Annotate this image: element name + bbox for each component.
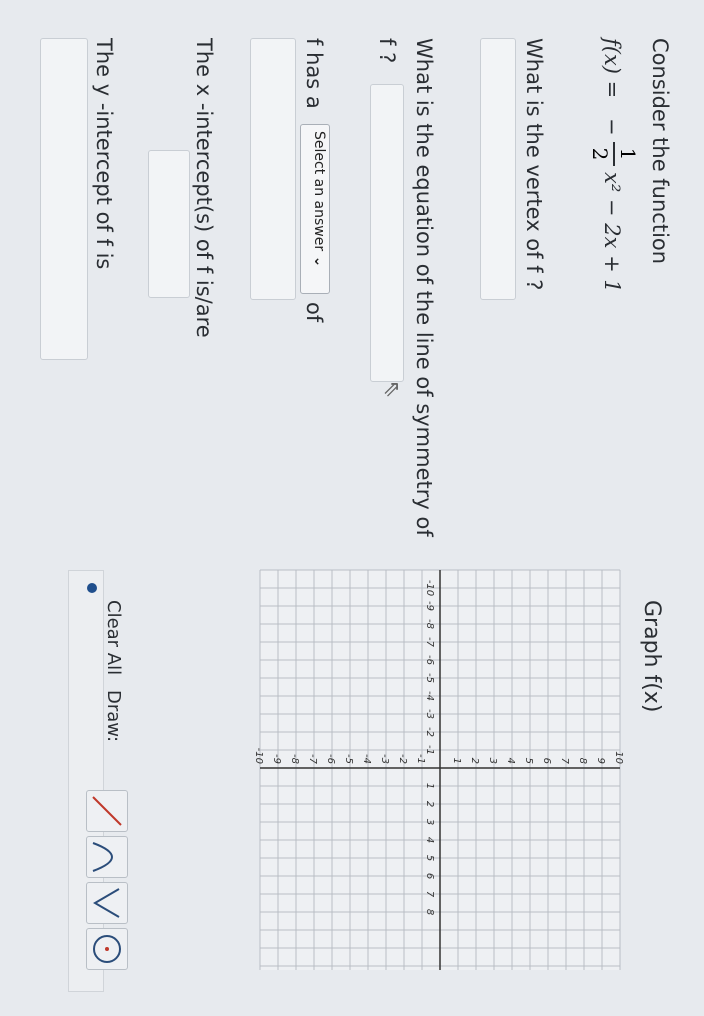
y-tick-label: 7: [559, 757, 570, 764]
x-tick-label: 6: [424, 872, 435, 880]
chevron-down-icon: ⌄: [311, 255, 327, 268]
has-suffix: of: [302, 302, 326, 323]
symmetry-question-f: f ?: [375, 38, 399, 64]
vertex-question: What is the vertex of f ?: [522, 38, 546, 291]
mouse-cursor-icon: ⇖: [379, 380, 404, 399]
x-tick-label: 1: [424, 782, 435, 790]
x-tick-label: -4: [424, 691, 435, 701]
y-tick-label: -5: [343, 754, 354, 764]
x-tick-label: -2: [424, 727, 435, 737]
circle-tool[interactable]: [86, 928, 128, 970]
x-tick-label: -5: [424, 673, 435, 683]
x-tick-label: -1: [424, 745, 435, 755]
x-tick-label: 2: [424, 800, 435, 808]
coordinate-grid[interactable]: [253, 570, 624, 970]
y-tick-label: 3: [487, 757, 498, 764]
y-tick-label: 8: [577, 757, 588, 764]
x-tick-label: 7: [424, 890, 435, 898]
function-rest: x² − 2x + 1: [600, 172, 624, 293]
y-tick-label: 9: [595, 757, 606, 764]
fraction-denominator: 2: [588, 147, 612, 161]
y-tick-label: 4: [505, 757, 516, 764]
x-tick-label: 5: [424, 854, 435, 862]
y-tick-label: -10: [253, 747, 264, 764]
y-tick-label: -4: [361, 754, 372, 764]
y-tick-label: 2: [469, 757, 480, 764]
vertex-input[interactable]: [480, 38, 516, 300]
graph-title: Graph f(x): [639, 600, 664, 713]
x-tick-label: -3: [424, 709, 435, 719]
absolute-value-icon: [87, 883, 127, 923]
fraction-bar: [613, 142, 615, 166]
fraction: [588, 142, 640, 166]
select-placeholder: Select an answer: [311, 131, 327, 252]
symmetry-question: What is the equation of the line of symmetry of: [412, 38, 436, 537]
y-tick-label: 1: [451, 757, 462, 764]
parabola-icon: [87, 837, 127, 877]
absolute-value-tool[interactable]: [86, 882, 128, 924]
y-tick-label: 6: [541, 757, 552, 764]
parabola-tool[interactable]: [86, 836, 128, 878]
x-tick-label: -8: [424, 619, 435, 629]
yint-input[interactable]: [40, 38, 88, 360]
intro-text: Consider the function: [648, 38, 672, 265]
circle-icon: [87, 929, 127, 969]
y-tick-label: -2: [397, 754, 408, 764]
x-tick-label: -6: [424, 655, 435, 665]
x-tick-label: -10: [424, 579, 435, 597]
x-tick-label: -9: [424, 601, 435, 611]
draw-label: Draw:: [103, 690, 124, 743]
y-tick-label: -8: [289, 754, 300, 764]
yint-question: The y -intercept of f is: [92, 38, 116, 270]
x-tick-label: 3: [424, 818, 435, 826]
symmetry-input[interactable]: [370, 84, 404, 382]
y-tick-label: -3: [379, 754, 390, 764]
y-tick-label: -7: [307, 754, 318, 764]
answer-select[interactable]: [300, 124, 330, 294]
y-tick-label: 5: [523, 757, 534, 764]
has-prefix: f has a: [302, 38, 326, 109]
xint-question: The x -intercept(s) of f is/are: [192, 38, 216, 338]
y-tick-label: 10: [613, 751, 624, 764]
line-tool[interactable]: [86, 790, 128, 832]
y-tick-label: -9: [271, 754, 282, 764]
x-tick-label: 4: [424, 836, 435, 844]
vertex-type-input[interactable]: [250, 38, 296, 300]
function-sign: −: [600, 118, 624, 136]
clear-all-button[interactable]: Clear All: [103, 600, 124, 676]
point-tool-dot[interactable]: [87, 583, 97, 593]
x-tick-label: -7: [424, 637, 435, 647]
xint-input[interactable]: [148, 150, 190, 298]
x-tick-label: 8: [424, 908, 435, 916]
y-tick-label: -1: [415, 754, 426, 764]
y-tick-label: -6: [325, 754, 336, 764]
function-lhs: f(x) =: [600, 38, 624, 99]
fraction-numerator: 1: [616, 147, 640, 161]
line-icon: [87, 791, 127, 831]
